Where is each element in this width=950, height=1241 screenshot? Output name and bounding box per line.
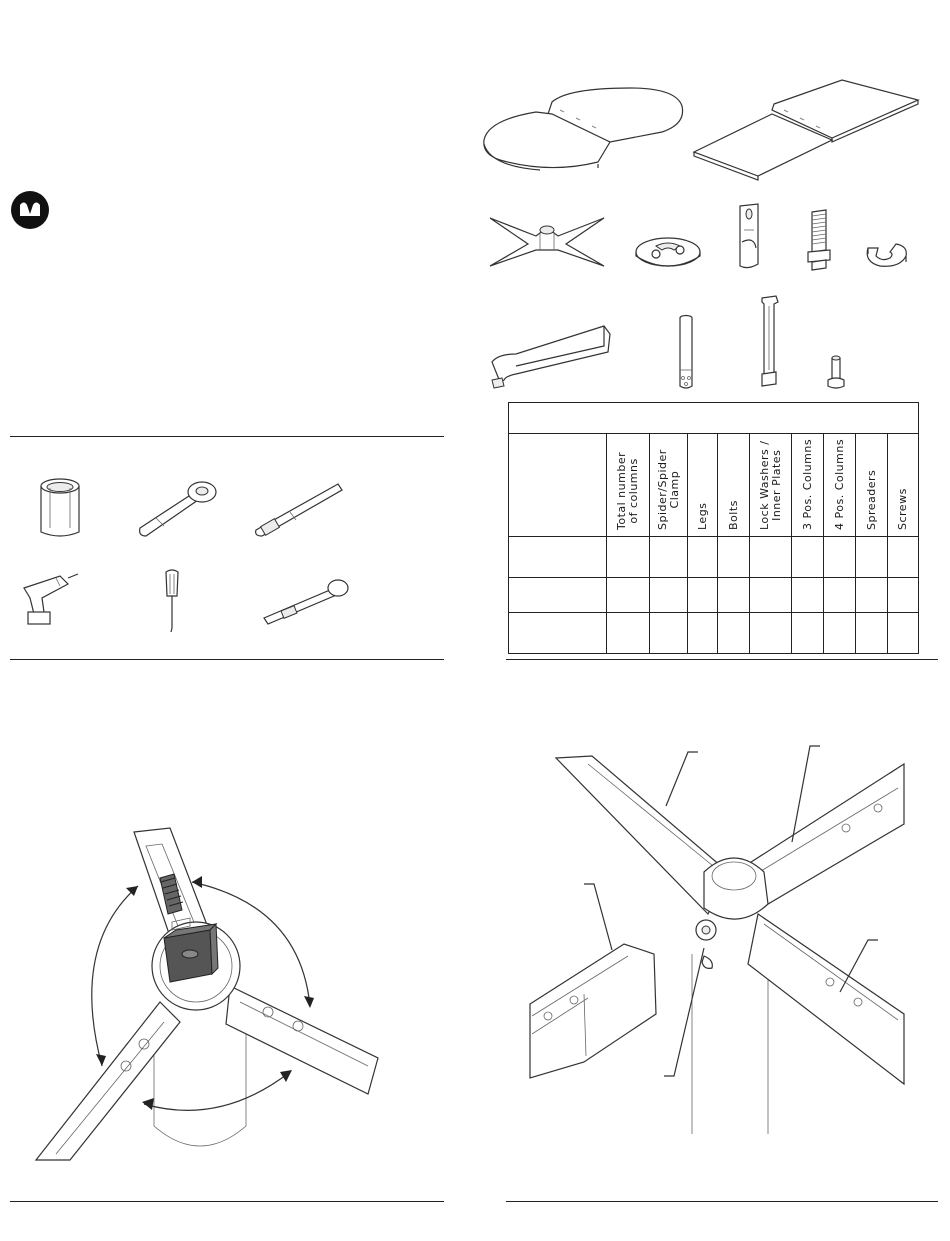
column-header-spider: [650, 433, 688, 536]
divider-right-bottom: [506, 1201, 938, 1202]
oval-top-icon: [480, 84, 686, 178]
screw-icon: [826, 352, 846, 390]
divider-tools-bottom: [10, 659, 444, 660]
parts-quantity-table: [508, 402, 919, 654]
column-header-4pos-columns: [824, 433, 856, 536]
column-label: Total number of columns: [615, 452, 640, 531]
column-label: 4 Pos. Columns: [832, 439, 846, 531]
table-header-blank: [509, 433, 607, 536]
column-label: Spider/Spider Clamp: [655, 449, 681, 531]
table-row: [509, 613, 919, 654]
bolt-icon: [804, 206, 834, 272]
spider-base-icon: [486, 212, 608, 272]
column-label: Screws: [896, 488, 910, 531]
lock-washer-icon: [860, 238, 910, 270]
column-header-bolts: [718, 433, 750, 536]
table-title-cell: [509, 403, 919, 434]
table-row: [509, 537, 919, 578]
column-header-3pos-columns: [792, 433, 824, 536]
power-drill-icon: [20, 568, 82, 628]
divider-tools-top: [10, 436, 444, 437]
column-label: Spreaders: [864, 469, 878, 531]
table-row: [509, 578, 919, 613]
column-header-spreaders: [856, 433, 888, 536]
column-header-lock-washers: [750, 433, 792, 536]
column-header-total-columns: [607, 433, 650, 536]
socket-icon: [38, 478, 82, 540]
divider-left-bottom: [10, 1201, 444, 1202]
column-3pos-icon: [674, 314, 698, 394]
rectangular-top-icon: [692, 78, 920, 182]
screwdriver-icon: [160, 568, 184, 634]
spider-clamp-icon: [634, 236, 702, 270]
column-header-screws: [888, 433, 919, 536]
column-label: Legs: [695, 502, 709, 531]
divider-table-bottom: [506, 659, 938, 660]
column-label: Lock Washers / Inner Plates: [757, 440, 783, 531]
column-label: 3 Pos. Columns: [800, 439, 814, 531]
herman-miller-logo-icon: [10, 190, 50, 230]
extension-bar-icon: [250, 478, 350, 540]
ratchet-wrench-icon: [134, 478, 224, 540]
spreader-assembly-illustration: [528, 744, 908, 1136]
column-4pos-icon: [756, 294, 782, 390]
bracket-icon: [734, 202, 764, 270]
spider-bolt-assembly-illustration: [30, 826, 390, 1160]
leg-icon: [486, 322, 618, 392]
column-header-legs: [688, 433, 718, 536]
column-label: Bolts: [726, 500, 740, 531]
torque-wrench-icon: [260, 574, 356, 626]
